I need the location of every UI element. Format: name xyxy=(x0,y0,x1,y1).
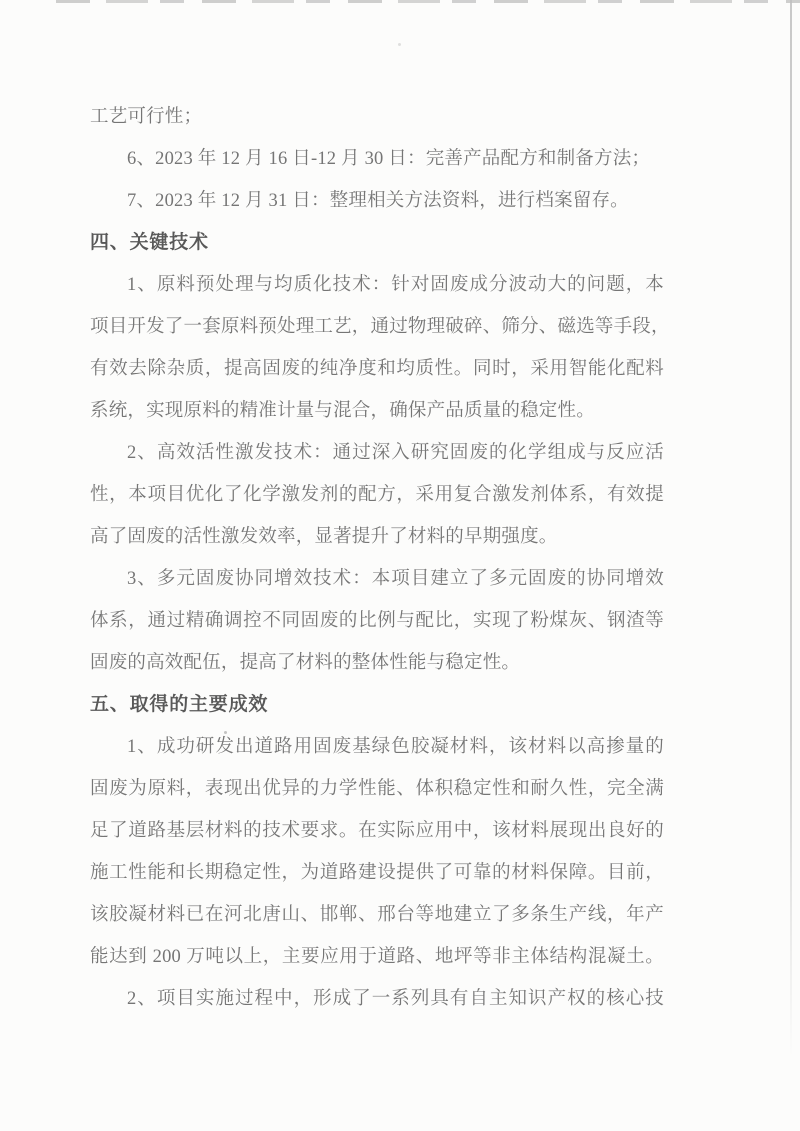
text-line: 固废为原料，表现出优异的力学性能、体积稳定性和耐久性，完全满 xyxy=(90,779,664,799)
text-line: 7、2023 年 12 月 31 日：整理相关方法资料，进行档案留存。 xyxy=(127,191,629,211)
text-line: 系统，实现原料的精准计量与混合，确保产品质量的稳定性。 xyxy=(90,401,595,421)
text-line: 能达到 200 万吨以上，主要应用于道路、地坪等非主体结构混凝土。 xyxy=(90,947,664,967)
section-heading: 四、关键技术 xyxy=(90,232,209,253)
text-line: 该胶凝材料已在河北唐山、邯郸、邢台等地建立了多条生产线，年产 xyxy=(90,905,664,925)
text-line: 项目开发了一套原料预处理工艺，通过物理破碎、筛分、磁选等手段， xyxy=(90,317,670,337)
text-line: 1、原料预处理与均质化技术：针对固废成分波动大的问题，本 xyxy=(127,275,664,295)
text-line: 有效去除杂质，提高固废的纯净度和均质性。同时，采用智能化配料 xyxy=(90,359,664,379)
text-line: 1、成功研发出道路用固废基绿色胶凝材料，该材料以高掺量的 xyxy=(127,737,664,757)
text-line: 6、2023 年 12 月 16 日-12 月 30 日：完善产品配方和制备方法； xyxy=(127,149,651,169)
document-text-block xyxy=(90,96,670,1020)
text-line: 3、多元固废协同增效技术：本项目建立了多元固废的协同增效 xyxy=(127,569,664,589)
scan-right-edge-artifact xyxy=(790,0,792,1058)
scan-top-edge-artifact xyxy=(56,0,800,3)
text-line: 固废的高效配伍，提高了材料的整体性能与稳定性。 xyxy=(90,653,521,673)
text-line: 高了固废的活性激发效率，显著提升了材料的早期强度。 xyxy=(90,527,558,547)
text-line: 足了道路基层材料的技术要求。在实际应用中，该材料展现出良好的 xyxy=(90,821,664,841)
text-line: 2、高效活性激发技术：通过深入研究固废的化学组成与反应活 xyxy=(127,443,664,463)
text-line: 工艺可行性； xyxy=(90,107,203,127)
section-heading: 五、取得的主要成效 xyxy=(90,694,269,715)
text-line: 2、项目实施过程中，形成了一系列具有自主知识产权的核心技 xyxy=(127,989,664,1009)
text-line: 施工性能和长期稳定性，为道路建设提供了可靠的材料保障。目前， xyxy=(90,863,664,883)
scan-noise-speck xyxy=(398,43,401,46)
text-line: 体系，通过精确调控不同固废的比例与配比，实现了粉煤灰、钢渣等 xyxy=(90,611,664,631)
text-line: 性，本项目优化了化学激发剂的配方，采用复合激发剂体系，有效提 xyxy=(90,485,664,505)
